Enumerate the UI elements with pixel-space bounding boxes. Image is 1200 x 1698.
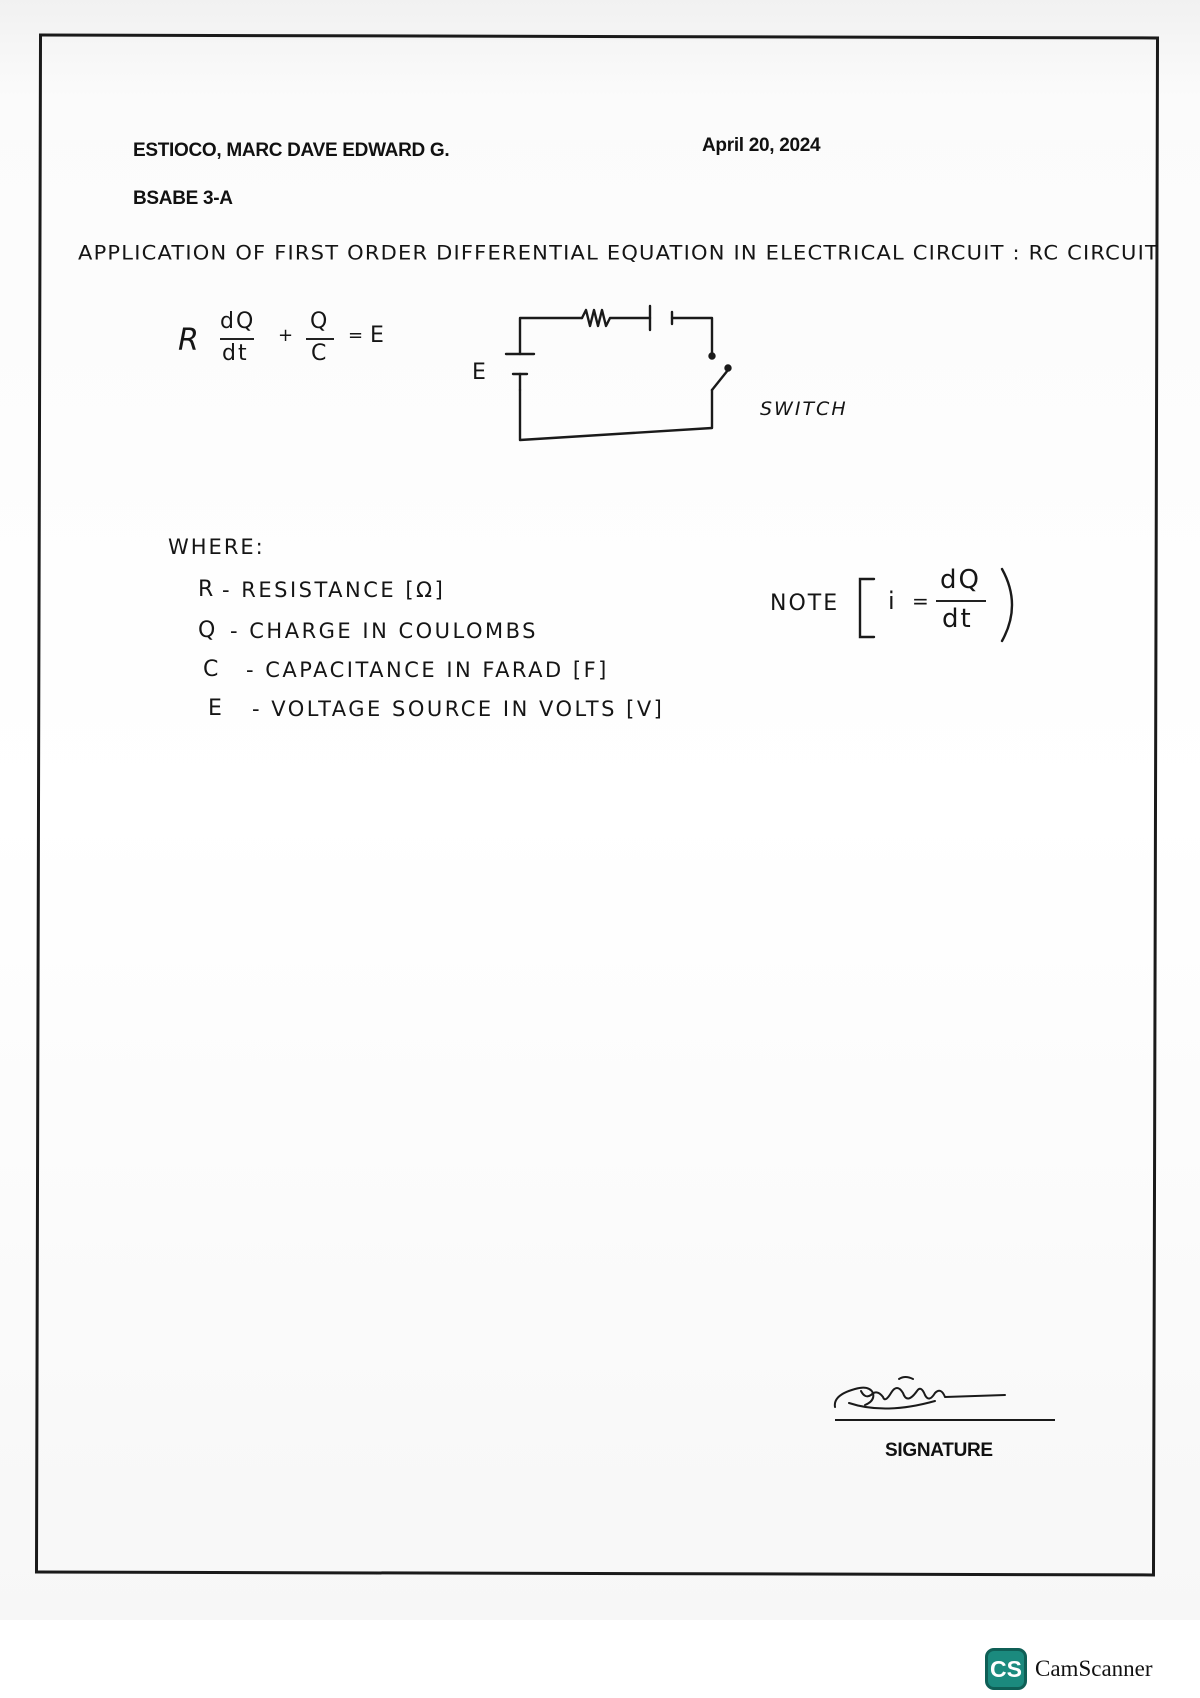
legend-symbol: C bbox=[203, 657, 221, 682]
equation-denominator-c: C bbox=[311, 341, 329, 366]
equation-numerator-dq: dQ bbox=[220, 309, 256, 334]
handwritten-signature bbox=[825, 1365, 1025, 1425]
fraction-bar bbox=[306, 338, 334, 340]
source-label: E bbox=[472, 360, 488, 385]
signature-label: SIGNATURE bbox=[885, 1440, 993, 1461]
switch-contact-icon bbox=[726, 366, 731, 371]
rc-circuit-diagram bbox=[500, 290, 760, 450]
switch-label: SWITCH bbox=[760, 398, 848, 420]
note-denominator: dt bbox=[942, 604, 973, 634]
legend-description: - CAPACITANCE IN FARAD [F] bbox=[246, 658, 609, 682]
legend-symbol: Q bbox=[198, 618, 218, 643]
where-heading: WHERE: bbox=[168, 535, 265, 559]
equation-equals: = bbox=[348, 325, 366, 346]
page-border bbox=[35, 34, 1159, 1577]
note-equals: = bbox=[912, 589, 931, 613]
note-label: NOTE bbox=[770, 591, 840, 616]
note-current-formula bbox=[770, 565, 1040, 655]
student-name: ESTIOCO, MARC DAVE EDWARD G. bbox=[133, 140, 450, 161]
switch-lever-icon bbox=[712, 370, 728, 390]
fraction-bar bbox=[220, 338, 254, 340]
equation-plus: + bbox=[278, 325, 296, 346]
legend-symbol: R bbox=[198, 577, 216, 602]
left-bracket-icon bbox=[852, 573, 882, 643]
equation-r: R bbox=[178, 323, 201, 358]
switch-contact-icon bbox=[710, 354, 715, 359]
note-current-i: i bbox=[888, 587, 897, 615]
legend-description: - RESISTANCE [Ω] bbox=[222, 578, 446, 602]
circuit-wire bbox=[672, 318, 712, 354]
equation-e: E bbox=[370, 323, 386, 348]
signature-line bbox=[835, 1419, 1055, 1421]
circuit-wire bbox=[520, 318, 582, 354]
right-paren-icon bbox=[996, 565, 1026, 645]
note-numerator: dQ bbox=[940, 565, 981, 595]
page-title: APPLICATION OF FIRST ORDER DIFFERENTIAL EQUATION IN ELECTRICAL CIRCUIT : RC CIRCUIT bbox=[78, 241, 1160, 265]
circuit-wire bbox=[520, 390, 712, 440]
camscanner-watermark: CamScanner bbox=[1035, 1656, 1153, 1681]
document-date: April 20, 2024 bbox=[702, 135, 821, 156]
equation-denominator-dt: dt bbox=[222, 341, 249, 366]
camscanner-logo-icon: CS bbox=[985, 1648, 1027, 1690]
legend-description: - VOLTAGE SOURCE IN VOLTS [V] bbox=[252, 697, 665, 721]
equation-numerator-q: Q bbox=[310, 309, 330, 334]
legend-symbol: E bbox=[208, 696, 224, 721]
legend-description: - CHARGE IN COULOMBS bbox=[230, 619, 538, 643]
student-section: BSABE 3-A bbox=[133, 188, 233, 209]
rc-equation bbox=[170, 305, 410, 375]
resistor-icon bbox=[582, 310, 650, 326]
fraction-bar bbox=[936, 600, 986, 602]
